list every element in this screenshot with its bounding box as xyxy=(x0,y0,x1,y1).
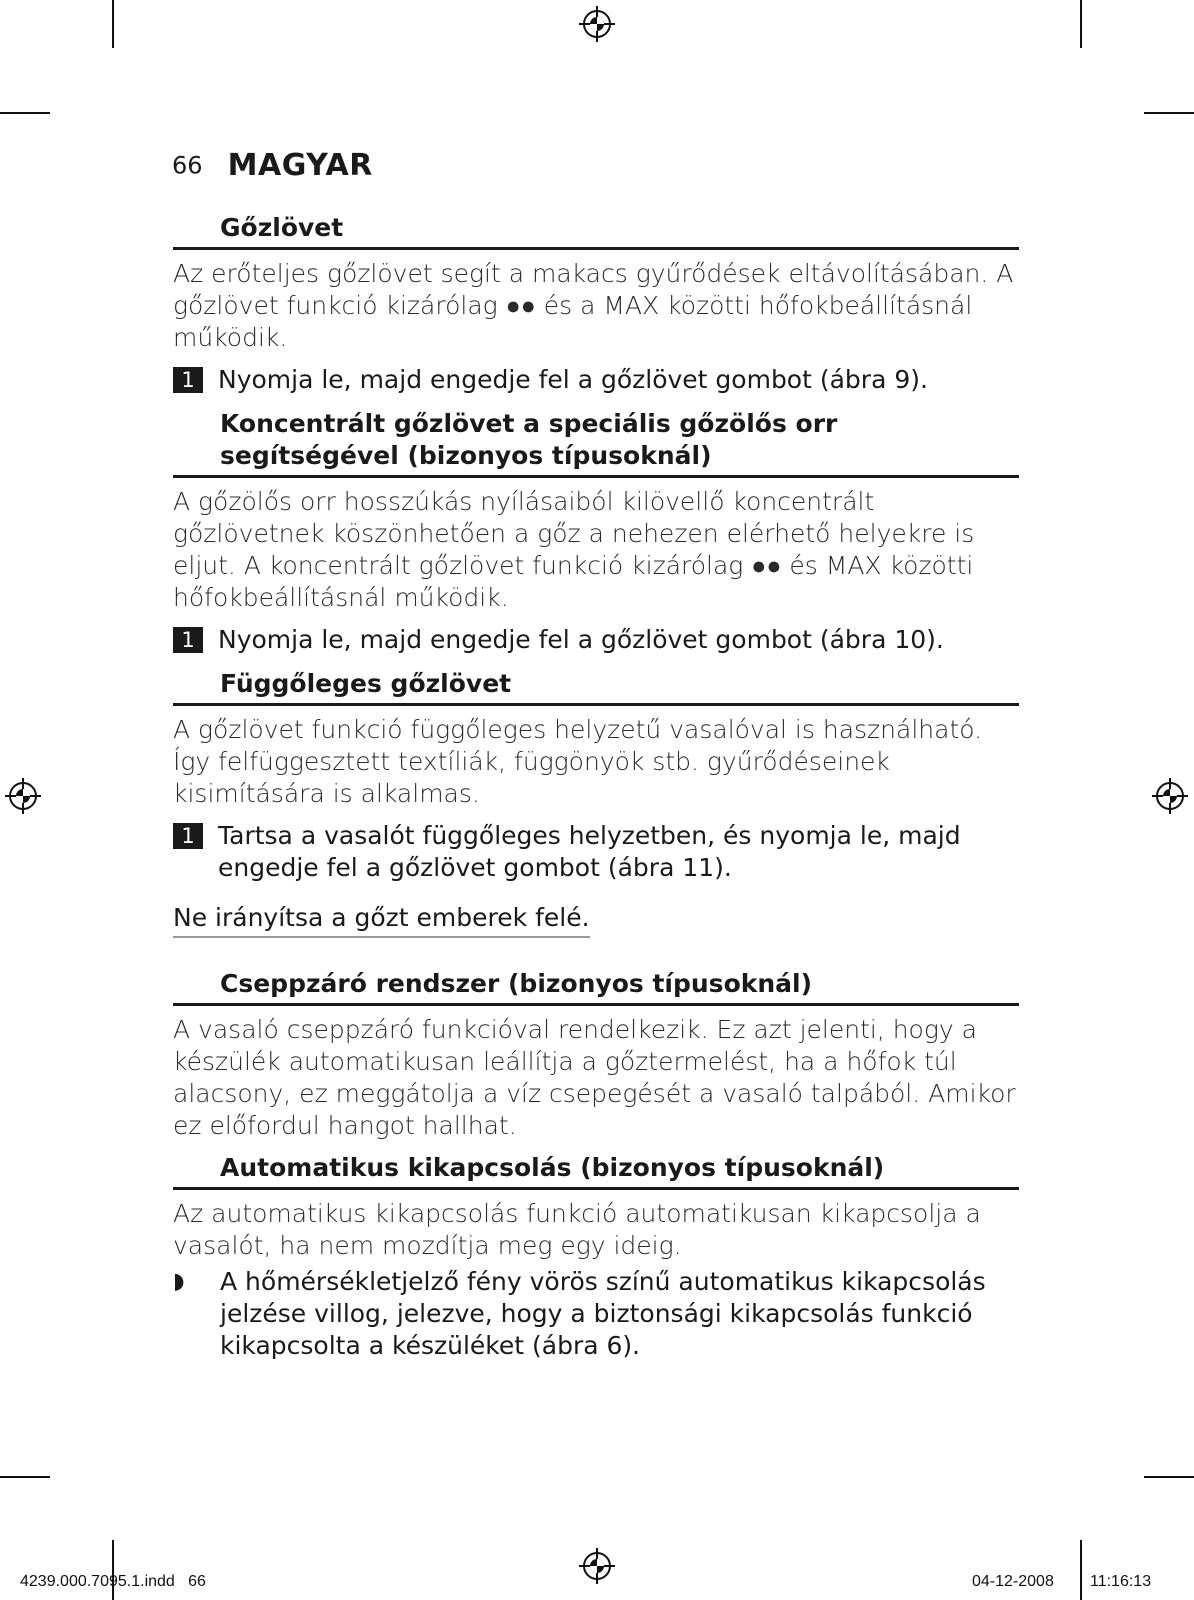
section-heading: Automatikus kikapcsolás (bizonyos típusoknál) xyxy=(173,1152,1019,1190)
footer-time: 11:16:13 xyxy=(1090,1573,1152,1590)
page-number: 66 xyxy=(172,151,203,180)
crop-mark-bottom-right-vertical xyxy=(1080,1540,1082,1600)
crop-mark-bottom-left-vertical xyxy=(112,1540,114,1600)
crop-mark-bottom-right-horizontal xyxy=(1144,1476,1194,1478)
section-heading: Gőzlövet xyxy=(173,212,1019,250)
step-item xyxy=(173,820,1019,884)
section-paragraph: Az automatikus kikapcsolás funkció automatikusan kikapcsolja a vasalót, ha nem mozdítja meg egy ideig. xyxy=(173,1199,981,1260)
step-item xyxy=(173,364,1019,396)
registration-mark-icon xyxy=(5,778,41,814)
step-number-badge: 1 xyxy=(173,823,203,849)
step-text: Tartsa a vasalót függőleges helyzetben, és nyomja le, majd engedje fel a gőzlövet gombot (ábra 11). xyxy=(218,821,961,882)
bullet-marker-icon: ◗ xyxy=(173,1269,185,1294)
footer-date: 04-12-2008 xyxy=(972,1573,1054,1590)
footer-file-name: 4239.000.7095.1.indd 66 xyxy=(20,1573,206,1590)
step-text: Nyomja le, majd engedje fel a gőzlövet gombot (ábra 9). xyxy=(218,365,928,394)
warning-text: Ne irányítsa a gőzt emberek felé. xyxy=(173,902,590,938)
section-heading: Cseppzáró rendszer (bizonyos típusoknál) xyxy=(173,968,1019,1006)
page-content xyxy=(173,212,1019,1362)
section-paragraph: A gőzlövet funkció függőleges helyzetű vasalóval is használható. Így felfüggesztett textíliák, függönyök stb. gyűrődéseinek kisimítására is alkalmas. xyxy=(173,715,983,808)
section-auto-off xyxy=(173,1152,1019,1362)
section-concentrated-steam xyxy=(173,408,1019,656)
step-number-badge: 1 xyxy=(173,627,203,653)
section-steam-shot xyxy=(173,212,1019,396)
crop-mark-top-right-horizontal xyxy=(1144,112,1194,114)
page-header xyxy=(172,148,373,183)
step-item xyxy=(173,624,1019,656)
crop-mark-top-left-vertical xyxy=(112,0,114,48)
step-text: Nyomja le, majd engedje fel a gőzlövet gombot (ábra 10). xyxy=(218,625,944,654)
bullet-item xyxy=(173,1266,1019,1362)
registration-mark-icon xyxy=(1152,778,1188,814)
bullet-text: A hőmérsékletjelző fény vörös színű automatikus kikapcsolás jelzése villog, jelezve, hogy a biztonsági kikapcsolás funkció kikapcsolta a készüléket (ábra 6). xyxy=(220,1267,986,1360)
section-drip-stop xyxy=(173,968,1019,1142)
step-number-badge: 1 xyxy=(173,367,203,393)
registration-mark-icon xyxy=(579,6,615,42)
crop-mark-bottom-left-horizontal xyxy=(0,1476,50,1478)
section-vertical-steam xyxy=(173,668,1019,968)
section-paragraph: Az erőteljes gőzlövet segít a makacs gyűrődések eltávolításában. A gőzlövet funkció kizárólag ●● és a MAX közötti hőfokbeállításnál működik. xyxy=(173,259,1014,352)
crop-mark-top-right-vertical xyxy=(1080,0,1082,48)
section-paragraph: A vasaló cseppzáró funkcióval rendelkezik. Ez azt jelenti, hogy a készülék automatikusan leállítja a gőztermelést, ha a hőfok túl alacsony, ez meggátolja a víz csepegését a vasaló talpából. Amikor ez előfordul hangot hallhat. xyxy=(173,1015,1016,1140)
section-paragraph: A gőzölős orr hosszúkás nyílásaiból kilövellő koncentrált gőzlövetnek köszönhetően a gőz a nehezen elérhető helyekre is eljut. A koncentrált gőzlövet funkció kizárólag ●● és MAX közötti hőfokbeállításnál működik. xyxy=(173,487,975,612)
crop-mark-top-left-horizontal xyxy=(0,112,50,114)
section-heading: Koncentrált gőzlövet a speciális gőzölős orr segítségével (bizonyos típusoknál) xyxy=(173,408,1019,478)
section-heading: Függőleges gőzlövet xyxy=(173,668,1019,706)
page-language-title: MAGYAR xyxy=(227,148,373,183)
registration-mark-icon xyxy=(579,1548,615,1584)
